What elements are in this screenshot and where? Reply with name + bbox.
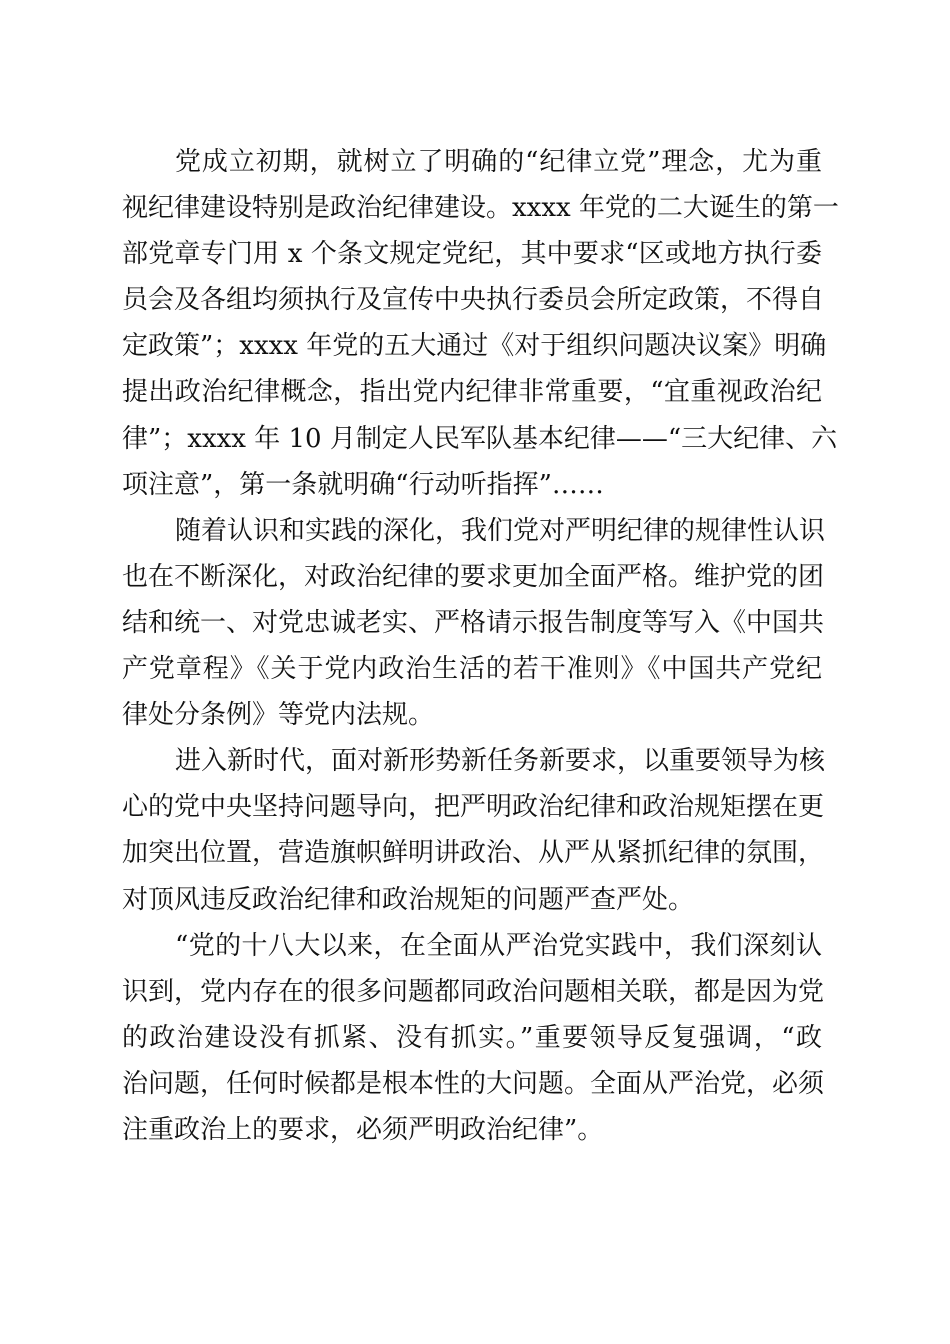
paragraph [122, 139, 839, 508]
text-line: 治问题，任何时候都是根本性的大问题。全面从严治党，必须 [122, 1068, 825, 1099]
text-line: 结和统一、对党忠诚老实、严格请示报告制度等写入《中国共 [122, 607, 825, 638]
paragraph [122, 738, 826, 922]
paragraph [122, 923, 825, 1153]
text-line: 党成立初期，就树立了明确的“纪律立党”理念，尤为重 [175, 147, 822, 177]
text-line: 律处分条例》等党内法规。 [122, 700, 435, 731]
text-line: 心的党中央坚持问题导向，把严明政治纪律和政治规矩摆在更 [122, 792, 825, 823]
text-line: 加突出位置，营造旗帜鲜明讲政治、从严从紧抓纪律的氛围， [122, 838, 825, 869]
text-line: 律”；xxxx 年 10 月制定人民军队基本纪律——“三大纪律、六 [122, 423, 838, 454]
text-line: 员会及各组均须执行及宣传中央执行委员会所定政策，不得自 [122, 285, 825, 316]
text-line: 提出政治纪律概念，指出党内纪律非常重要，“宜重视政治纪 [122, 377, 822, 408]
text-line: 的政治建设没有抓紧、没有抓实。”重要领导反复强调，“政 [122, 1022, 822, 1053]
text-line: 识到，党内存在的很多问题都同政治问题相关联，都是因为党 [122, 976, 825, 1007]
text-line: 对顶风违反政治纪律和政治规矩的问题严查严处。 [122, 884, 695, 915]
document-page [122, 139, 839, 1153]
text-line: 随着认识和实践的深化，我们党对严明纪律的规律性认识 [175, 515, 826, 546]
text-line: 进入新时代，面对新形势新任务新要求，以重要领导为核 [175, 746, 826, 777]
text-line: 产党章程》《关于党内政治生活的若干准则》《中国共产党纪 [122, 654, 822, 685]
paragraph [122, 508, 826, 738]
text-line: 项注意”，第一条就明确“行动听指挥”…… [122, 469, 604, 500]
text-line: 定政策”；xxxx 年党的五大通过《对于组织问题决议案》明确 [122, 331, 827, 362]
text-line: 视纪律建设特别是政治纪律建设。xxxx 年党的二大诞生的第一 [122, 193, 839, 224]
text-line: 注重政治上的要求，必须严明政治纪律”。 [122, 1114, 604, 1145]
text-line: 部党章专门用 x 个条文规定党纪，其中要求“区或地方执行委 [122, 239, 822, 270]
text-line: 也在不断深化，对政治纪律的要求更加全面严格。维护党的团 [122, 561, 825, 592]
text-line: “党的十八大以来，在全面从严治党实践中，我们深刻认 [175, 930, 822, 961]
